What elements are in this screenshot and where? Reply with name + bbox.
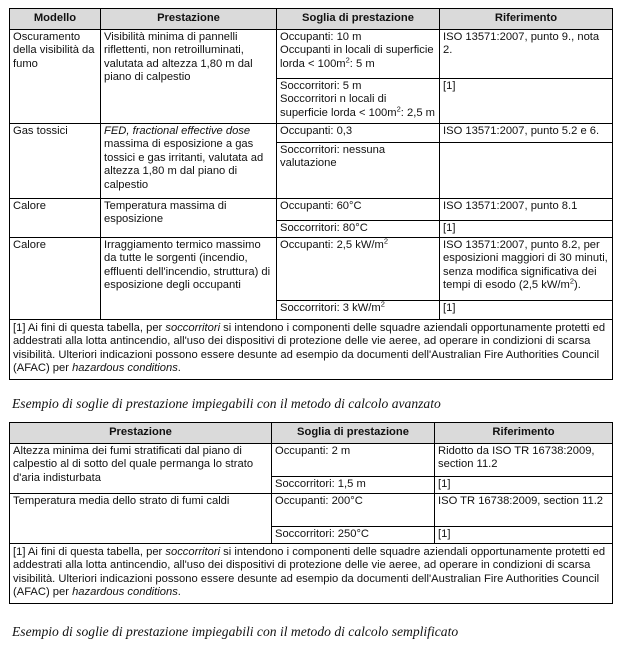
- reference-cell: [1]: [440, 79, 613, 124]
- model-cell: Gas tossici: [10, 124, 101, 199]
- table-row: [10, 238, 613, 301]
- reference-cell: [1]: [435, 527, 613, 544]
- threshold-cell: Soccorritori: 80°C: [277, 221, 440, 238]
- threshold-cell: Occupanti: 60°C: [277, 199, 440, 221]
- reference-cell: Ridotto da ISO TR 16738:2009, section 11.2: [435, 444, 613, 477]
- performance-cell: Visibilità minima di pannelli riflettenti, non retroilluminati, valutata ad altezza 1,80 m dal piano di calpestio: [101, 30, 277, 124]
- performance-cell: FED, fractional effective dose massima di esposizione a gas tossici e gas irritanti, valutata ad altezza 1,80 m dal piano di calpestio: [101, 124, 277, 199]
- reference-cell: ISO 13571:2007, punto 8.1: [440, 199, 613, 221]
- threshold-cell: Soccorritori: nessuna valutazione: [277, 143, 440, 199]
- table-footnote: [1] Ai fini di questa tabella, per soccorritori si intendono i componenti delle squadre aziendali opportunamente protetti ed addestrati alla lotta antincendio, all'uso dei dispositivi di protezione delle vie aeree, ad operare in condizioni di scarsa visibilità. Ulteriori indicazioni possono essere desunte ad esempio da documenti dell'Australian Fire Authorities Council (AFAC) per hazardous conditions.: [10, 320, 613, 380]
- reference-cell: ISO TR 16738:2009, section 11.2: [435, 494, 613, 527]
- table-row: [10, 494, 613, 527]
- header-modello: Modello: [10, 9, 101, 30]
- header-soglia: Soglia di prestazione: [272, 423, 435, 444]
- table-row: [10, 30, 613, 79]
- model-cell: Calore: [10, 238, 101, 320]
- threshold-cell: Occupanti: 200°C: [272, 494, 435, 527]
- header-soglia: Soglia di prestazione: [277, 9, 440, 30]
- threshold-cell: Occupanti: 2 m: [272, 444, 435, 477]
- threshold-cell: Occupanti: 10 m Occupanti in locali di superficie lorda < $100m^2$: 5 m: [277, 30, 440, 79]
- table-row: [10, 124, 613, 143]
- table-header-row: [10, 423, 613, 444]
- model-cell: Oscuramento della visibilità da fumo: [10, 30, 101, 124]
- caption-advanced: Esempio di soglie di prestazione impiegabili con il metodo di calcolo avanzato: [12, 396, 441, 411]
- reference-cell: ISO 13571:2007, punto 9., nota 2.: [440, 30, 613, 79]
- table-row: [10, 444, 613, 477]
- performance-cell: Temperatura massima di esposizione: [101, 199, 277, 238]
- reference-cell: [440, 143, 613, 199]
- table-header-row: [10, 9, 613, 30]
- header-prestazione: Prestazione: [10, 423, 272, 444]
- threshold-cell: Occupanti: 0,3: [277, 124, 440, 143]
- reference-cell: [1]: [440, 221, 613, 238]
- header-riferimento: Riferimento: [440, 9, 613, 30]
- performance-table-advanced: [9, 8, 613, 380]
- reference-cell: ISO 13571:2007, punto 8.2, per esposizioni maggiori di 30 minuti, senza modifica significativa dei tempi di esodo (2,5 $kW/m^2$).: [440, 238, 613, 301]
- reference-cell: [1]: [440, 301, 613, 320]
- threshold-cell: Soccorritori: 5 m Soccorritori n locali di superficie lorda < $100m^2$: 2,5 m: [277, 79, 440, 124]
- note-row: [10, 320, 613, 380]
- reference-cell: ISO 13571:2007, punto 5.2 e 6.: [440, 124, 613, 143]
- model-cell: Calore: [10, 199, 101, 238]
- performance-table-simplified: [9, 422, 613, 604]
- performance-cell: Irraggiamento termico massimo da tutte le sorgenti (incendio, effluenti dell'incendio, struttura) di esposizione degli occupanti: [101, 238, 277, 320]
- caption-simplified: Esempio di soglie di prestazione impiegabili con il metodo di calcolo semplificato: [12, 624, 459, 639]
- table-row: [10, 199, 613, 221]
- performance-cell: Temperatura media dello strato di fumi caldi: [10, 494, 272, 544]
- threshold-cell: Soccorritori: 1,5 m: [272, 477, 435, 494]
- threshold-cell: Occupanti: 2,5 $kW/m^2$: [277, 238, 440, 301]
- threshold-cell: Soccorritori: 250°C: [272, 527, 435, 544]
- table-footnote: [1] Ai fini di questa tabella, per soccorritori si intendono i componenti delle squadre aziendali opportunamente protetti ed addestrati alla lotta antincendio, all'uso dei dispositivi di protezione delle vie aeree, ad operare in condizioni di scarsa visibilità. Ulteriori indicazioni possono essere desunte ad esempio da documenti dell'Australian Fire Authorities Council (AFAC) per hazardous conditions.: [10, 544, 613, 604]
- threshold-cell: Soccorritori: 3 $kW/m^2$: [277, 301, 440, 320]
- header-prestazione: Prestazione: [101, 9, 277, 30]
- header-riferimento: Riferimento: [435, 423, 613, 444]
- reference-cell: [1]: [435, 477, 613, 494]
- performance-cell: Altezza minima dei fumi stratificati dal piano di calpestio al di sotto del quale permanga lo strato d'aria indisturbata: [10, 444, 272, 494]
- note-row: [10, 544, 613, 604]
